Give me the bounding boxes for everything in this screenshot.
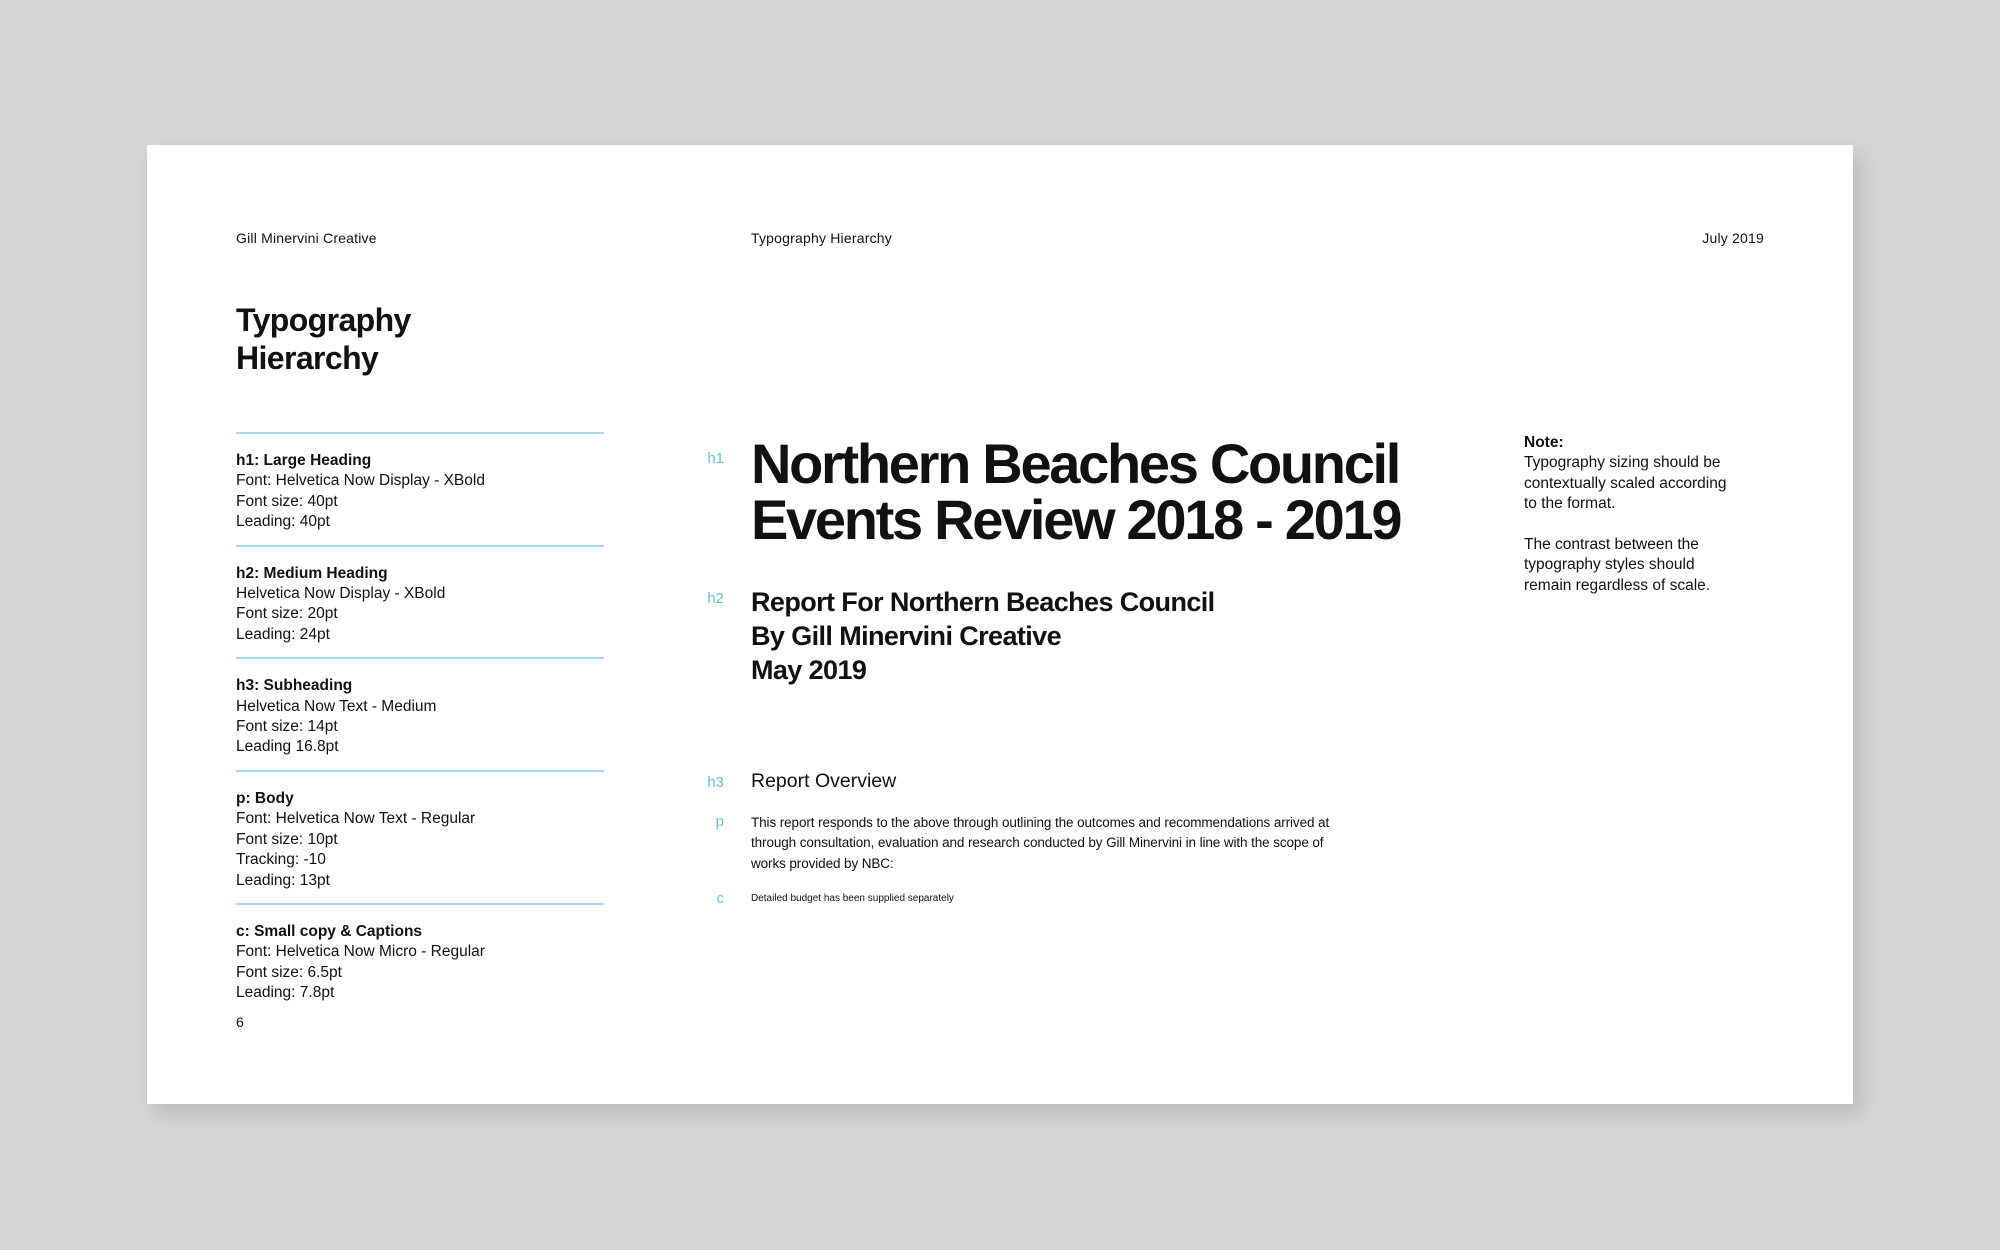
sample-medium-heading-line: May 2019 bbox=[751, 655, 867, 685]
type-spec-caption bbox=[236, 903, 604, 1016]
note-line: The contrast between the bbox=[1524, 536, 1699, 554]
type-spec-detail: Helvetica Now Display - XBold bbox=[236, 585, 446, 603]
tag-h1: h1 bbox=[707, 450, 724, 467]
tag-c: c bbox=[716, 890, 724, 907]
type-spec-h1 bbox=[236, 432, 604, 545]
type-spec-h3 bbox=[236, 657, 604, 770]
document-page bbox=[147, 145, 1853, 1104]
type-spec-detail: Leading: 7.8pt bbox=[236, 984, 335, 1002]
sample-large-heading-line: Events Review 2018 - 2019 bbox=[751, 488, 1401, 551]
note-paragraph-gap bbox=[1524, 515, 1784, 535]
note-line: to the format. bbox=[1524, 495, 1616, 513]
type-spec-h2 bbox=[236, 545, 604, 658]
type-spec-detail: Font size: 10pt bbox=[236, 830, 338, 848]
note-label: Note: bbox=[1524, 434, 1564, 451]
sample-medium-heading-line: Report For Northern Beaches Council bbox=[751, 587, 1215, 617]
type-spec-title: h3: Subheading bbox=[236, 677, 353, 695]
type-spec-detail: Font size: 40pt bbox=[236, 492, 338, 510]
sample-body-paragraph bbox=[751, 813, 1411, 874]
type-spec-detail: Leading 16.8pt bbox=[236, 738, 339, 756]
type-spec-detail: Leading: 24pt bbox=[236, 625, 330, 643]
sample-caption: Detailed budget has been supplied separately bbox=[751, 893, 954, 904]
type-spec-detail: Font size: 14pt bbox=[236, 718, 338, 736]
note-line: Typography sizing should be bbox=[1524, 454, 1721, 472]
sample-large-heading bbox=[751, 432, 1401, 551]
type-spec-title: p: Body bbox=[236, 789, 294, 807]
sample-large-heading-line: Northern Beaches Council bbox=[751, 432, 1400, 495]
sample-body-line: This report responds to the above through outlining the outcomes and recommendations arrived at bbox=[751, 815, 1330, 830]
type-spec-detail: Leading: 40pt bbox=[236, 513, 330, 531]
note-line: typography styles should bbox=[1524, 556, 1695, 574]
sidebar-title bbox=[236, 301, 411, 377]
sample-medium-heading-line: By Gill Minervini Creative bbox=[751, 621, 1062, 651]
type-spec-body bbox=[236, 770, 604, 903]
note-line: contextually scaled according bbox=[1524, 474, 1727, 492]
tag-p: p bbox=[715, 813, 724, 830]
header-date: July 2019 bbox=[1702, 230, 1764, 246]
page-number: 6 bbox=[236, 1014, 244, 1030]
type-spec-list bbox=[236, 432, 604, 1016]
tag-h3: h3 bbox=[707, 774, 724, 791]
note-block bbox=[1524, 433, 1784, 596]
header-company: Gill Minervini Creative bbox=[236, 230, 377, 246]
type-spec-detail: Font size: 20pt bbox=[236, 605, 338, 623]
sample-subheading: Report Overview bbox=[751, 770, 897, 792]
type-spec-title: h2: Medium Heading bbox=[236, 564, 388, 582]
sample-body-line: through consultation, evaluation and research conducted by Gill Minervini in line with the scope of bbox=[751, 835, 1324, 851]
sidebar-title-line: Hierarchy bbox=[236, 340, 379, 376]
type-spec-detail: Helvetica Now Text - Medium bbox=[236, 697, 437, 715]
type-spec-detail: Font: Helvetica Now Text - Regular bbox=[236, 810, 476, 828]
type-spec-title: h1: Large Heading bbox=[236, 452, 372, 469]
header-section-title: Typography Hierarchy bbox=[751, 230, 892, 246]
note-line: remain regardless of scale. bbox=[1524, 576, 1711, 594]
type-spec-detail: Tracking: -10 bbox=[236, 851, 326, 869]
sample-medium-heading bbox=[751, 585, 1215, 687]
tag-h2: h2 bbox=[707, 590, 724, 607]
type-spec-detail: Font size: 6.5pt bbox=[236, 963, 342, 981]
type-spec-detail: Font: Helvetica Now Display - XBold bbox=[236, 472, 485, 490]
type-spec-title: c: Small copy & Captions bbox=[236, 922, 423, 940]
type-spec-detail: Font: Helvetica Now Micro - Regular bbox=[236, 943, 485, 961]
type-spec-detail: Leading: 13pt bbox=[236, 871, 330, 889]
sidebar-title-line: Typography bbox=[236, 302, 411, 338]
sample-body-line: works provided by NBC: bbox=[751, 855, 894, 871]
